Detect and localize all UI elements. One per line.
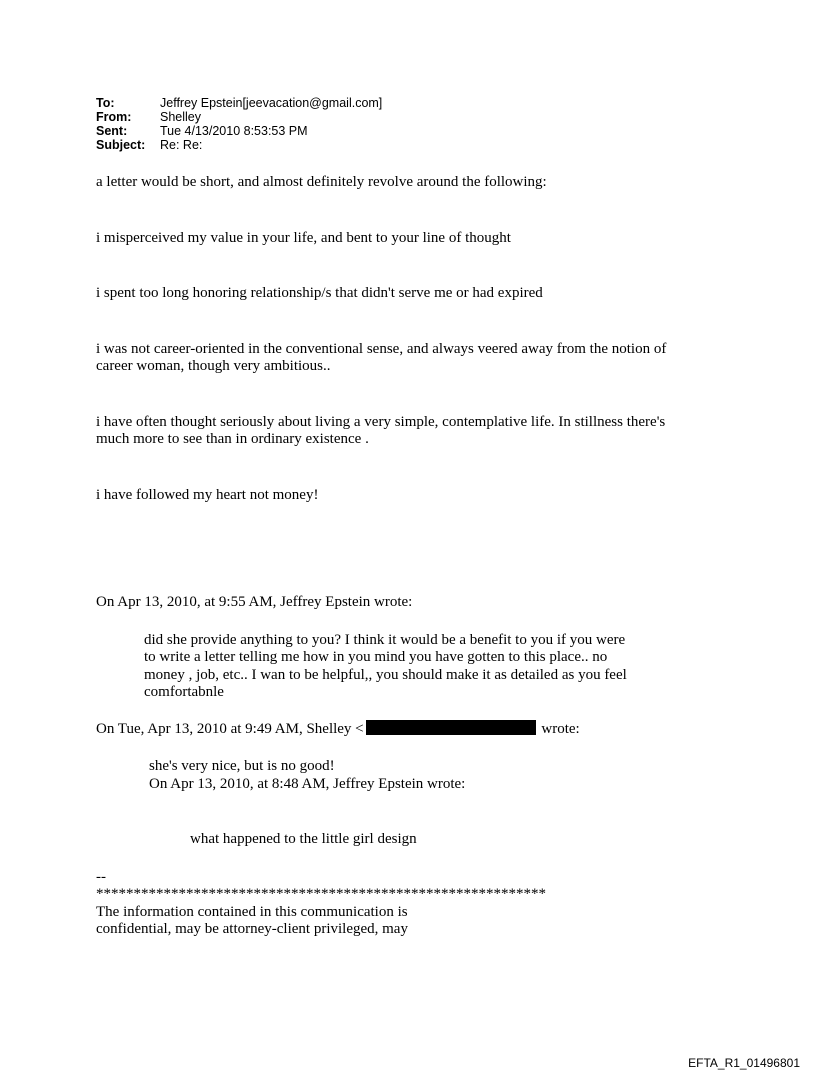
quote-header	[96, 720, 736, 739]
quoted-message	[96, 758, 736, 793]
sent-row	[96, 124, 382, 138]
signature-dash: --	[96, 868, 106, 885]
body-paragraph	[96, 414, 736, 449]
signature-block	[96, 869, 736, 939]
redaction-block	[366, 720, 536, 735]
signature-stars: ************************************************************	[96, 886, 546, 902]
body-paragraph: i spent too long honoring relationship/s that didn't serve me or had expired	[96, 285, 543, 301]
from-value: Shelley	[160, 110, 201, 124]
body-paragraph: i misperceived my value in your life, and bent to your line of thought	[96, 229, 511, 246]
quoted-message	[96, 831, 736, 849]
body-line: i was not career-oriented in the conventional sense, and always veered away from the notion of	[96, 340, 667, 357]
from-label: From:	[96, 110, 132, 124]
to-row	[96, 96, 382, 110]
quote-header: On Apr 13, 2010, at 9:55 AM, Jeffrey Epstein wrote:	[96, 594, 413, 610]
to-label: To:	[96, 96, 115, 110]
sent-value: Tue 4/13/2010 8:53:53 PM	[160, 124, 308, 138]
document-id: EFTA_R1_01496801	[688, 1056, 800, 1070]
quote-line: she's very nice, but is no good!	[149, 758, 335, 774]
email-header	[96, 96, 382, 152]
body-line: i have often thought seriously about living a very simple, contemplative life. In stillness there's	[96, 413, 666, 430]
body-paragraph	[96, 341, 736, 376]
subject-value: Re: Re:	[160, 138, 203, 152]
quoted-message	[96, 632, 736, 702]
quote-line: what happened to the little girl design	[190, 831, 417, 847]
body-line: much more to see than in ordinary existence .	[96, 431, 369, 447]
to-value: Jeffrey Epstein[jeevacation@gmail.com]	[160, 96, 383, 110]
quote-header-text: wrote:	[537, 720, 580, 737]
body-paragraph: a letter would be short, and almost definitely revolve around the following:	[96, 174, 547, 190]
subject-row	[96, 138, 382, 152]
quote-line: did she provide anything to you? I think it would be a benefit to you if you were	[144, 631, 626, 648]
disclaimer-line: confidential, may be attorney-client privileged, may	[96, 921, 408, 937]
quote-line: money , job, etc.. I wan to be helpful,, you should make it as detailed as you feel	[144, 666, 627, 683]
quote-line: On Apr 13, 2010, at 8:48 AM, Jeffrey Epstein wrote:	[149, 775, 466, 792]
sent-label: Sent:	[96, 124, 128, 138]
body-paragraph: i have followed my heart not money!	[96, 486, 319, 503]
email-body	[96, 174, 736, 939]
quote-line: comfortabnle	[144, 684, 224, 700]
quote-header-text: On Tue, Apr 13, 2010 at 9:49 AM, Shelley <	[96, 720, 364, 737]
disclaimer-line: The information contained in this communication is	[96, 903, 408, 920]
body-line: career woman, though very ambitious..	[96, 358, 331, 374]
quote-line: to write a letter telling me how in you mind you have gotten to this place.. no	[144, 649, 608, 665]
subject-label: Subject:	[96, 138, 146, 152]
from-row	[96, 110, 382, 124]
